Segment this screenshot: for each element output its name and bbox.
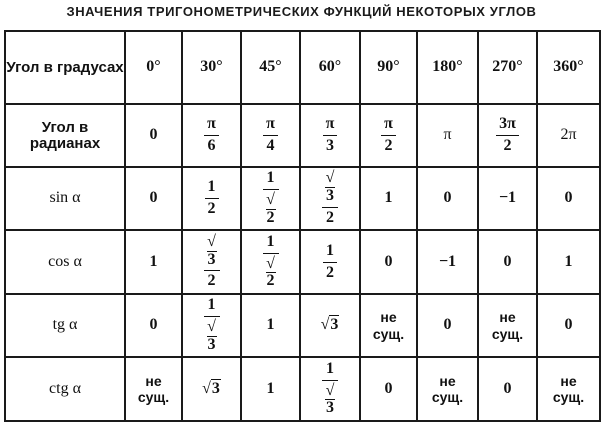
denominator: 2: [326, 263, 334, 281]
fraction: [263, 234, 279, 290]
sin-270: −1: [478, 167, 537, 230]
sin-360: 0: [537, 167, 600, 230]
denominator: 2: [503, 137, 512, 154]
deg-60: 60°: [300, 31, 360, 104]
rad-360: 2π: [537, 104, 600, 167]
tg-row-label: tg α: [5, 294, 125, 357]
sqrt-sign: √: [325, 169, 335, 187]
rad-270: [478, 104, 537, 167]
undefined-line2: сущ.: [372, 325, 405, 342]
sqrt-sign: √: [320, 316, 330, 334]
sqrt-sign: √: [266, 254, 275, 272]
fraction: [322, 361, 338, 417]
cos-row-label: cos α: [5, 230, 125, 294]
rad-180: π: [417, 104, 478, 167]
denominator: 2: [384, 137, 393, 154]
deg-360: 360°: [537, 31, 600, 104]
cos-270: 0: [478, 230, 537, 294]
denominator: 6: [207, 137, 216, 154]
sqrt-numerator: [204, 234, 220, 272]
ctg-row: [5, 357, 600, 421]
sqrt-denominator: [263, 190, 279, 227]
denominator: 2: [326, 208, 334, 226]
sqrt-sign: √: [325, 381, 335, 399]
denominator: 2: [207, 200, 216, 217]
tg-180: 0: [417, 294, 478, 357]
undefined-line2: сущ.: [552, 389, 585, 405]
fraction: [323, 243, 337, 282]
undefined-line1: не: [560, 372, 577, 389]
cos-60: [300, 230, 360, 294]
undefined-line1: не: [145, 372, 162, 389]
rad-0: 0: [125, 104, 182, 167]
sqrt-numerator: [322, 170, 338, 208]
table-title: ЗНАЧЕНИЯ ТРИГОНОМЕТРИЧЕСКИХ ФУНКЦИЙ НЕКОТОРЫХ УГЛОВ: [66, 4, 537, 19]
sqrt-value: [321, 315, 340, 333]
numerator: 1: [322, 361, 338, 381]
ctg-30: [182, 357, 241, 421]
fraction: [204, 116, 219, 155]
undefined-line2: сущ.: [431, 389, 464, 405]
ctg-45: 1: [241, 357, 300, 421]
numerator: 1: [205, 179, 219, 199]
sin-row: [5, 167, 600, 230]
undefined-line1: не: [380, 309, 397, 326]
undefined-line1: не: [499, 309, 516, 326]
sqrt-sign: √: [266, 191, 275, 209]
tg-0: 0: [125, 294, 182, 357]
ctg-180: [417, 357, 478, 421]
fraction: [263, 116, 278, 155]
denominator: 3: [325, 137, 334, 154]
fraction: [323, 116, 338, 155]
deg-0: 0°: [125, 31, 182, 104]
numerator: π: [204, 116, 219, 136]
fraction: [204, 234, 220, 290]
cos-0: 1: [125, 230, 182, 294]
radicand: 3: [207, 335, 216, 353]
radicand: 2: [266, 272, 275, 290]
sin-0: 0: [125, 167, 182, 230]
cos-45: [241, 230, 300, 294]
ctg-360: [537, 357, 600, 421]
sin-60: [300, 167, 360, 230]
ctg-90: 0: [360, 357, 417, 421]
fraction: [263, 170, 279, 226]
numerator: π: [381, 116, 396, 136]
sin-45: [241, 167, 300, 230]
sqrt-sign: √: [207, 232, 216, 250]
radicand: 3: [207, 250, 216, 268]
rad-45: [241, 104, 300, 167]
fraction: [205, 179, 219, 218]
sin-30: [182, 167, 241, 230]
tg-45: 1: [241, 294, 300, 357]
cos-360: 1: [537, 230, 600, 294]
radians-row: [5, 104, 600, 167]
fraction: [204, 297, 220, 353]
numerator: 3π: [496, 116, 519, 136]
numerator: 1: [323, 243, 337, 263]
tg-90: [360, 294, 417, 357]
radicand: 3: [326, 187, 334, 205]
sin-180: 0: [417, 167, 478, 230]
radicand: 3: [326, 399, 334, 417]
deg-45: 45°: [241, 31, 300, 104]
sqrt-denominator: [322, 381, 338, 418]
undefined-line2: сущ.: [491, 325, 524, 342]
radicand: 3: [211, 379, 220, 397]
sqrt-denominator: [204, 317, 220, 354]
sqrt-sign: √: [207, 318, 216, 336]
deg-90: 90°: [360, 31, 417, 104]
rad-90: [360, 104, 417, 167]
degrees-row: [5, 31, 600, 104]
tg-row: [5, 294, 600, 357]
undefined-line2: сущ.: [137, 389, 170, 405]
radicand: 2: [266, 208, 275, 226]
tg-270: [478, 294, 537, 357]
undefined-line1: не: [439, 372, 456, 389]
sin-90: 1: [360, 167, 417, 230]
rad-60: [300, 104, 360, 167]
ctg-270: 0: [478, 357, 537, 421]
sqrt-sign: √: [202, 379, 211, 397]
numerator: π: [263, 116, 278, 136]
numerator: 1: [204, 297, 220, 317]
fraction: [322, 170, 338, 226]
sqrt-denominator: [263, 254, 279, 291]
sin-row-label: sin α: [5, 167, 125, 230]
sqrt-value: [202, 379, 221, 397]
trig-values-table: [4, 30, 601, 422]
radicand: 3: [330, 316, 339, 334]
numerator: 1: [263, 170, 279, 190]
ctg-0: [125, 357, 182, 421]
deg-270: 270°: [478, 31, 537, 104]
cos-30: [182, 230, 241, 294]
cos-90: 0: [360, 230, 417, 294]
fraction: [381, 116, 396, 155]
denominator: 4: [266, 137, 275, 154]
cos-180: −1: [417, 230, 478, 294]
radians-row-label: Угол в радианах: [5, 104, 125, 167]
denominator: 2: [207, 272, 216, 290]
numerator: π: [323, 116, 338, 136]
tg-30: [182, 294, 241, 357]
degrees-row-label: Угол в градусах: [5, 31, 125, 104]
rad-30: [182, 104, 241, 167]
tg-60: [300, 294, 360, 357]
fraction: [496, 116, 519, 155]
numerator: 1: [263, 234, 279, 254]
deg-180: 180°: [417, 31, 478, 104]
ctg-60: [300, 357, 360, 421]
tg-360: 0: [537, 294, 600, 357]
deg-30: 30°: [182, 31, 241, 104]
ctg-row-label: ctg α: [5, 357, 125, 421]
cos-row: [5, 230, 600, 294]
